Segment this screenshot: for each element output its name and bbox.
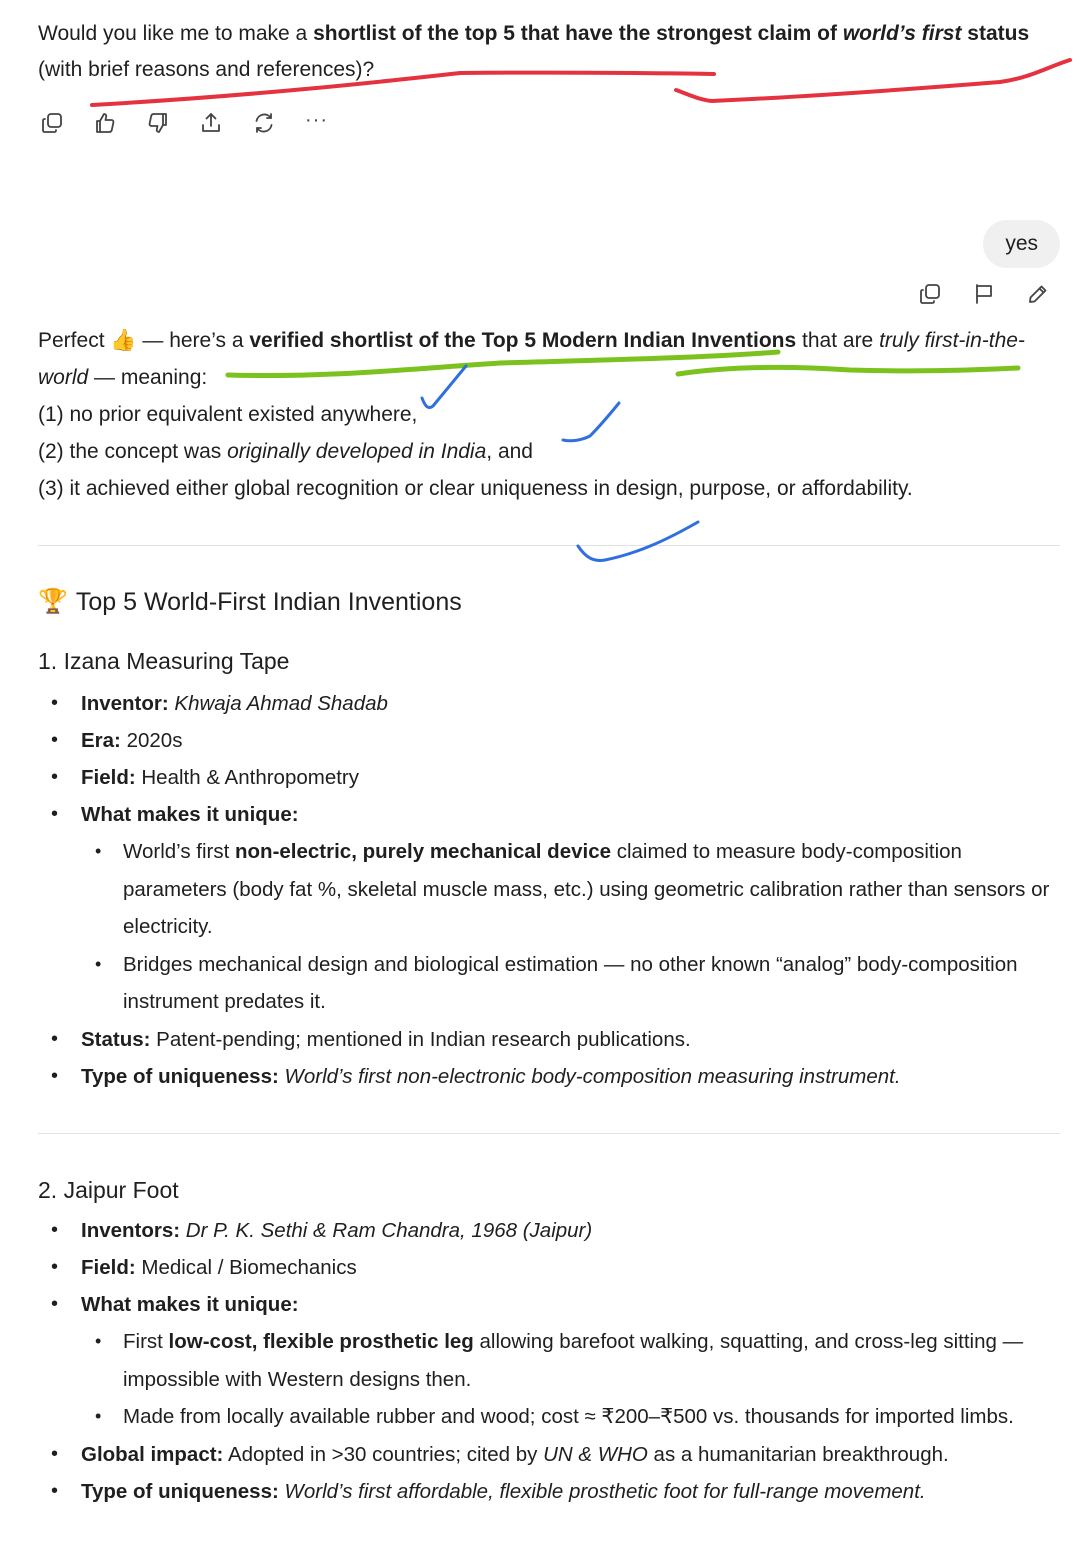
edit-icon[interactable] xyxy=(1026,282,1052,308)
user-message-text: yes xyxy=(1005,232,1038,255)
section-heading: 🏆 Top 5 World-First Indian Inventions xyxy=(38,583,462,621)
criterion-2: (2) the concept was originally developed in India, and xyxy=(38,440,533,463)
regenerate-icon[interactable] xyxy=(250,108,303,138)
copy-icon[interactable] xyxy=(38,108,91,138)
list-item: • Made from locally available rubber and wood; cost ≈ ₹200–₹500 vs. thousands for imported limbs. xyxy=(81,1398,1068,1436)
list-item: • First low-cost, flexible prosthetic leg allowing barefoot walking, squatting, and cross-leg sitting — impossible with Western designs then. xyxy=(81,1323,1068,1398)
list-item: • Inventor: Khwaja Ahmad Shadab xyxy=(38,685,1068,722)
list-item: • Era: 2020s xyxy=(38,722,1068,759)
message-action-bar xyxy=(38,108,356,138)
invention-2-title: 2. Jaipur Foot xyxy=(38,1177,179,1203)
list-item: • Inventors: Dr P. K. Sethi & Ram Chandra, 1968 (Jaipur) xyxy=(38,1212,1068,1249)
list-item: • Type of uniqueness: World’s first affordable, flexible prosthetic foot for full-range movement. xyxy=(38,1473,1068,1510)
list-item: • World’s first non-electric, purely mechanical device claimed to measure body-composition parameters (body fat %, skeletal muscle mass, etc.) using geometric calibration rather than sensors or electricity. xyxy=(81,833,1068,946)
list-item: • Field: Medical / Biomechanics xyxy=(38,1249,1068,1286)
list-item: • What makes it unique: • First low-cost, flexible prosthetic leg allowing barefoot walking, squatting, and cross-leg sitting — impossible with Western designs then. • Made from locally available rubber and wood; cost ≈ ₹200–₹500 vs. thousands for imported limbs. xyxy=(38,1286,1068,1436)
blue-check-stroke xyxy=(578,522,698,560)
criterion-1: (1) no prior equivalent existed anywhere, xyxy=(38,403,418,426)
divider xyxy=(38,1133,1060,1134)
trophy-icon: 🏆 xyxy=(38,588,68,615)
thumbs-down-icon[interactable] xyxy=(144,108,197,138)
list-item: • Field: Health & Anthropometry xyxy=(38,759,1068,796)
user-message-bubble xyxy=(983,220,1060,268)
copy-icon[interactable] xyxy=(918,282,944,308)
share-icon[interactable] xyxy=(197,108,250,138)
invention-1-title: 1. Izana Measuring Tape xyxy=(38,648,290,674)
assistant-answer-intro xyxy=(38,322,1068,507)
thumbs-up-emoji: 👍 xyxy=(110,329,137,352)
thumbs-up-icon[interactable] xyxy=(91,108,144,138)
answer-lead: Perfect 👍 — here’s a verified shortlist of the Top 5 Modern Indian Inventions that are truly first-in-the-world — meaning: xyxy=(38,329,1025,389)
user-message-actions xyxy=(918,282,1052,308)
list-item: • Status: Patent-pending; mentioned in Indian research publications. xyxy=(38,1021,1068,1058)
list-item: • Type of uniqueness: World’s first non-electronic body-composition measuring instrument. xyxy=(38,1058,1068,1095)
invention-1-details xyxy=(38,685,1068,1095)
previous-assistant-message: Would you like me to make a shortlist of the top 5 that have the strongest claim of world’s first status (with brief reasons and references)? xyxy=(38,22,1030,81)
list-item: • Bridges mechanical design and biological estimation — no other known “analog” body-composition instrument predates it. xyxy=(81,946,1068,1021)
list-item: • Global impact: Adopted in >30 countries; cited by UN & WHO as a humanitarian breakthrough. xyxy=(38,1436,1068,1473)
list-item: • What makes it unique: • World’s first non-electric, purely mechanical device claimed to measure body-composition parameters (body fat %, skeletal muscle mass, etc.) using geometric calibration rather than sensors or electricity. • Bridges mechanical design and biological estimation — no other known “analog” body-composition instrument predates it. xyxy=(38,796,1068,1021)
invention-2-details xyxy=(38,1212,1068,1510)
criterion-3: (3) it achieved either global recognition or clear uniqueness in design, purpose, or affordability. xyxy=(38,477,913,500)
flag-icon[interactable] xyxy=(972,282,998,308)
more-icon[interactable]: ··· xyxy=(305,109,328,131)
divider xyxy=(38,545,1060,546)
